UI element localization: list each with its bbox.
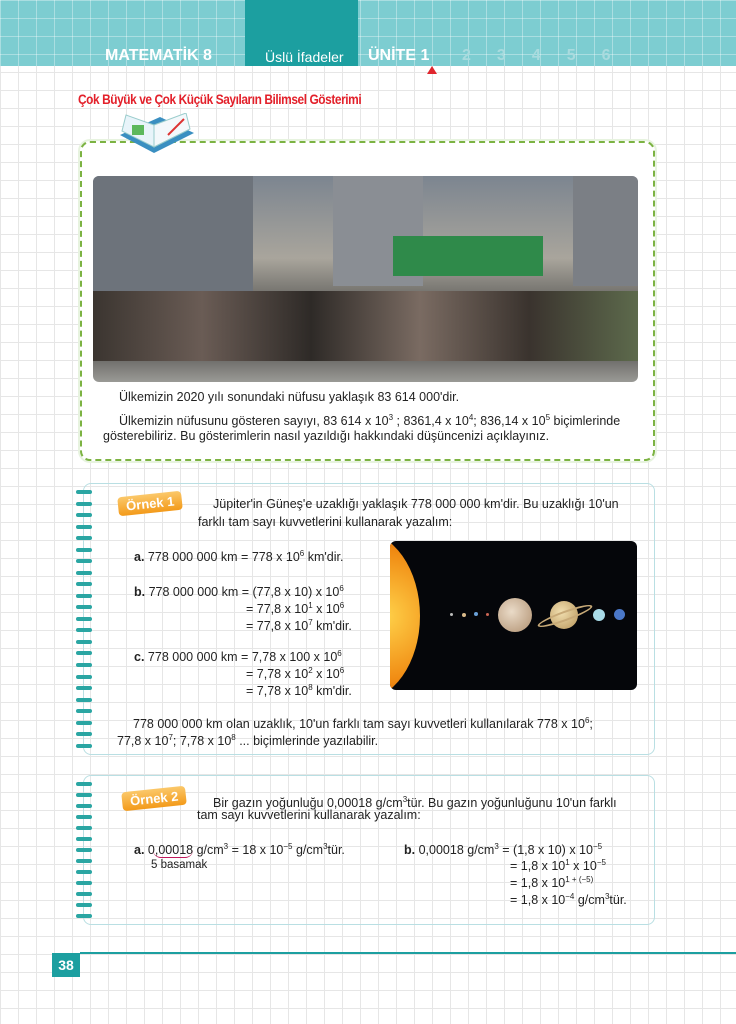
text-segment: km'dir. [312,684,352,699]
intro-line-1: Ülkemizin 2020 yılı sonundaki nüfusu yaklaşık 83 614 000'dir. [119,390,460,404]
exponent: −5 [592,842,603,851]
subject-title: MATEMATİK 8 [105,47,212,64]
topic-title: Üslü İfadeler [265,49,344,65]
exponent: 8 [231,733,236,742]
unit-label: ÜNİTE 1 [368,47,430,64]
footer-line [80,952,736,954]
item-label: a. [134,843,145,858]
text-segment: km'dir. [312,619,352,634]
unit-2[interactable]: 2 [462,47,471,64]
text-segment: = 1,8 x 10 [510,876,566,891]
exponent: −5 [596,858,606,867]
exponent: 3 [604,892,610,901]
text-segment: tür. Bu gazın yoğunluğunu 10'un farklı [407,796,617,811]
example-1-a-text [148,550,344,564]
open-book-icon [116,113,198,163]
text-segment: x 10 [312,602,340,617]
intro-line-2 [119,409,620,430]
current-unit-marker-icon [427,66,437,74]
exponent: −4 [565,892,575,901]
exponent: −5 [283,842,293,851]
text-segment: = 7,78 x 10 [246,684,309,699]
unit-4[interactable]: 4 [531,47,541,64]
exponent: 3 [388,413,394,422]
exponent: 1 [565,858,570,867]
text-segment: ; 8361,4 x 10 [393,414,469,429]
unit-5[interactable]: 5 [566,47,576,64]
example-1-b-line [246,614,352,635]
text-segment: ; 836,14 x 10 [473,414,546,429]
text-segment: ... biçimlerinde yazılabilir. [235,734,379,749]
example-2-badge: Örnek 2 [121,786,187,812]
text-segment: = 77,8 x 10 [246,602,309,617]
text-segment: = 77,8 x 10 [246,619,309,634]
example-1-line-2: farklı tam sayı kuvvetlerini kullanarak yazalım: [198,515,453,529]
exponent: 6 [339,601,345,610]
example-2-a-note: 5 basamak [151,859,208,871]
example-2-line-2: tam sayı kuvvetlerini kullanarak yazalım: [197,808,421,822]
exponent: 5 [545,413,551,422]
text-segment: Ülkemizin nüfusunu gösteren sayıyı, 83 614 x 10 [119,414,389,429]
spiral-binding [76,490,92,748]
unit-numbers [462,47,611,65]
item-label: a. [134,550,145,565]
item-label: b. [404,843,416,858]
text-segment: ; 7,78 x 10 [172,734,232,749]
exponent: 3 [223,842,229,851]
exponent: 6 [299,549,305,558]
exponent: 8 [308,683,313,692]
text-segment: = 1,8 x 10 [510,893,566,908]
example-2-b-line [510,888,627,909]
exponent: 1 [308,601,313,610]
exponent: 3 [494,842,499,851]
text-segment: = (1,8 x 10) x 10 [498,843,593,858]
text-segment: 778 000 000 km = 7,78 x 100 x 10 [147,650,338,665]
text-segment: 77,8 x 10 [117,734,169,749]
intro-line-3: gösterebiliriz. Bu gösterimlerin nasıl yazıldığı hakkındaki düşüncenizi açıklayınız. [103,429,550,443]
text-segment: 778 000 000 km = (77,8 x 10) x 10 [148,585,340,600]
unit-3[interactable]: 3 [496,47,506,64]
example-1-a [134,545,343,566]
example-1-conclusion-2 [117,729,378,750]
exponent: 7 [308,618,313,627]
exponent: 6 [337,649,342,658]
example-1-c-line [246,679,352,700]
example-1-badge: Örnek 1 [117,491,183,517]
exponent: 6 [584,716,590,725]
example-1-line-1: Jüpiter'in Güneş'e uzaklığı yaklaşık 778 000 000 km'dir. Bu uzaklığı 10'un [213,497,619,511]
solar-system-image [390,541,637,690]
text-segment: 0,00018 g/cm [147,843,224,858]
text-segment: g/cm [292,843,324,858]
exponent: 4 [468,413,474,422]
text-segment: g/cm [574,893,605,908]
text-segment: x 10 [569,859,597,874]
text-segment: = 1,8 x 10 [510,859,566,874]
text-segment: ; [589,717,593,732]
exponent: 1 + (−5) [565,875,594,884]
item-label: b. [134,585,146,600]
exponent: 3 [402,795,408,804]
text-segment: = 7,78 x 10 [246,667,309,682]
text-segment: = 18 x 10 [228,843,284,858]
text-segment: 778 000 000 km olan uzaklık, 10'un farklı tam sayı kuvvetleri kullanılarak 778 x 10 [133,717,585,732]
text-segment: x 10 [312,667,340,682]
exponent: 7 [168,733,173,742]
text-segment: biçimlerinde [550,414,621,429]
item-label: c. [134,650,145,665]
text-segment: 778 000 000 km = 778 x 10 [147,550,300,565]
exponent: 2 [308,666,313,675]
unit-6[interactable]: 6 [601,47,611,64]
exponent: 3 [323,842,328,851]
spiral-binding [76,782,92,918]
page-number: 38 [52,953,80,977]
text-segment: tür. [609,893,627,908]
exponent: 6 [339,666,345,675]
exponent: 6 [339,584,344,593]
crowd-photo [93,176,638,382]
text-segment: km'dir. [304,550,344,565]
text-segment: 0,00018 g/cm [418,843,495,858]
section-title: Çok Büyük ve Çok Küçük Sayıların Bilimsel Gösterimi [78,91,362,107]
text-segment: Bir gazın yoğunluğu 0,00018 g/cm [213,796,403,811]
text-segment: tür. [327,843,345,858]
